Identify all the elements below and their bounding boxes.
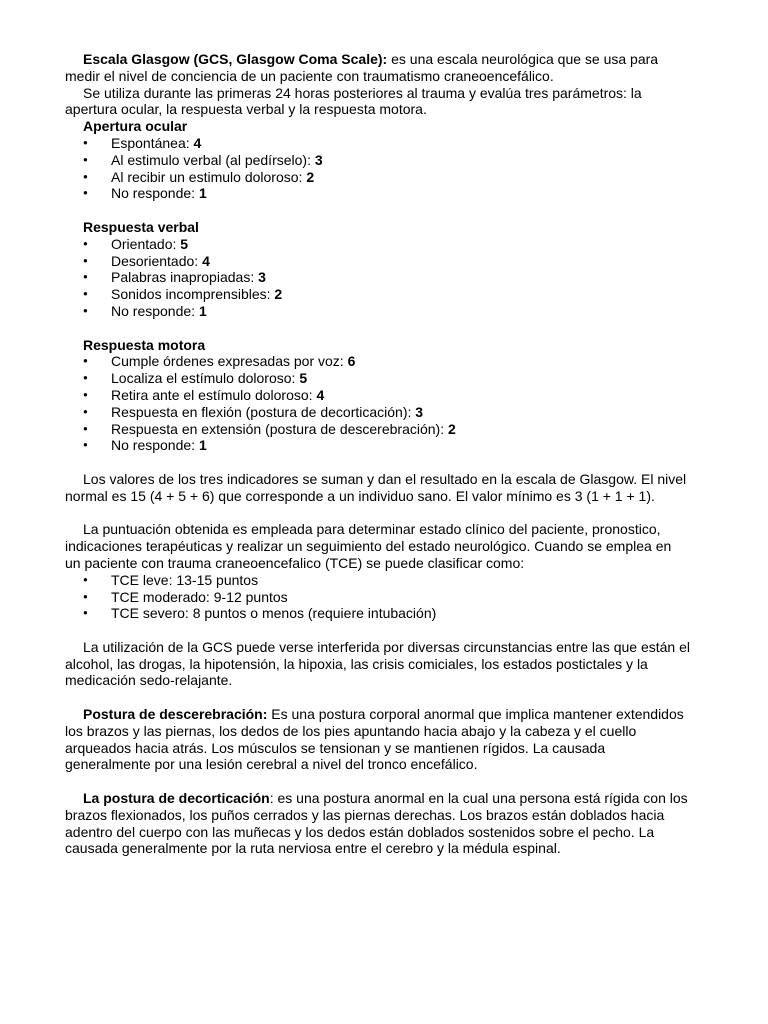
scale-definition: es una escala neurológica que se usa para medir el nivel de conciencia de un paciente con traumatismo craneoencefálico. (65, 51, 659, 84)
list-item: ● Respuesta en flexión (postura de decorticación): 3 (65, 404, 690, 421)
interference-paragraph: La utilización de la GCS puede verse interferida por diversas circunstancias entre las que están el alcohol, las drogas, la hipotensión, la hipoxia, las crisis comiciales, los estados postictales y la medicación sedo-relajante. (65, 638, 690, 689)
list-item: ● Retira ante el estímulo doloroso: 4 (65, 387, 690, 404)
list-item: ● Al recibir un estimulo doloroso: 2 (65, 169, 690, 186)
apertura-ocular-list (65, 135, 690, 202)
decorticacion-paragraph (65, 790, 690, 857)
usage-intro-paragraph: Se utiliza durante las primeras 24 horas posteriores al trauma y evalúa tres parámetros: la apertura ocular, la respuesta verbal y la respuesta motora. (65, 84, 642, 118)
list-item: ● Respuesta en extensión (postura de descerebración): 2 (65, 421, 690, 438)
scale-title: Escala Glasgow (GCS, Glasgow Coma Scale): (83, 51, 388, 67)
list-item: ● Cumple órdenes expresadas por voz: 6 (65, 353, 690, 370)
list-item: ● Espontánea: 4 (65, 135, 690, 152)
decorticacion-term: La postura de decorticación (83, 790, 270, 807)
section-heading-respuesta-motora: Respuesta motora (83, 336, 206, 353)
respuesta-motora-list (65, 353, 690, 454)
sum-paragraph: Los valores de los tres indicadores se suman y dan el resultado en la escala de Glasgow. El nivel normal es 15 (4 + 5 + 6) que corresponde a un individuo sano. El valor mínimo es 3 (1 + 1 + 1). (65, 470, 687, 504)
intro-paragraph (65, 51, 690, 85)
tce-classification-list (65, 572, 690, 622)
list-item: ● No responde: 1 (65, 303, 690, 320)
list-item: ● TCE severo: 8 puntos o menos (requiere intubación) (65, 605, 690, 622)
decorticacion-text: : es una postura anormal en la cual una persona está rígida con los brazos flexionados, los puños cerrados y las piernas derechas. Los brazos están doblados hacia adentro del cuerpo con las muñecas y los dedos están doblados sostenidos sobre el pecho. La causada generalmente por la ruta nerviosa entre el cerebro y la médula espinal. (65, 790, 688, 857)
clinical-use-paragraph: La puntuación obtenida es empleada para determinar estado clínico del paciente, pronostico, indicaciones terapéuticas y realizar un seguimiento del estado neurológico. Cuando se emplea en un paciente con trauma craneoencefalico (TCE) se puede clasificar como: (65, 521, 672, 571)
list-item: ● TCE leve: 13-15 puntos (65, 572, 690, 589)
respuesta-verbal-list (65, 236, 690, 320)
section-heading-apertura-ocular: Apertura ocular (83, 118, 188, 135)
list-item: ● Al estimulo verbal (al pedírselo): 3 (65, 152, 690, 169)
descerebracion-term: Postura de descerebración: (83, 706, 268, 723)
list-item: ● No responde: 1 (65, 437, 690, 454)
section-heading-respuesta-verbal: Respuesta verbal (83, 218, 199, 235)
descerebracion-text: Es una postura corporal anormal que implica mantener extendidos los brazos y las piernas, los dedos de los pies apuntando hacia abajo y la cabeza y el cuello arqueados hacia atrás. Los músculos se tensionan y se mantienen rígidos. La causada generalmente por una lesión cerebral a nivel del tronco encefálico. (65, 706, 684, 773)
list-item: ● Desorientado: 4 (65, 253, 690, 270)
list-item: ● Sonidos incomprensibles: 2 (65, 286, 690, 303)
list-item: ● Palabras inapropiadas: 3 (65, 269, 690, 286)
descerebracion-paragraph (65, 706, 690, 773)
list-item: ● Orientado: 5 (65, 236, 690, 253)
list-item: ● No responde: 1 (65, 185, 690, 202)
document-body (65, 51, 690, 857)
list-item: ● Localiza el estímulo doloroso: 5 (65, 370, 690, 387)
list-item: ● TCE moderado: 9-12 puntos (65, 589, 690, 606)
